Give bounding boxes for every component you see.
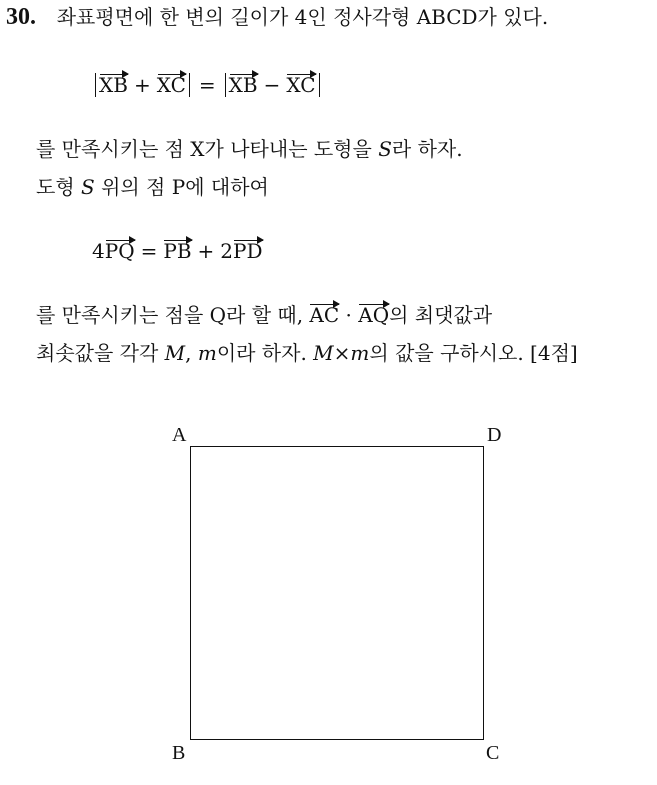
abs-bar: [95, 73, 96, 97]
vector-pb: PB: [163, 239, 192, 263]
vector-aq: AQ: [358, 303, 390, 327]
line-3-suffix: 위의 점 P에 대하여: [101, 175, 269, 199]
variable-capital-m: M: [313, 341, 334, 365]
vertex-label-c: C: [486, 742, 500, 764]
vector-xc: XC: [156, 73, 186, 97]
vector-xb: XB: [228, 73, 258, 97]
vector-pd: PD: [233, 239, 263, 263]
vector-xc: XC: [286, 73, 316, 97]
times-sign: ×: [333, 341, 351, 365]
vertex-label-d: D: [487, 424, 502, 446]
problem-line-2: [36, 136, 463, 162]
dot-product-sign: ·: [345, 303, 352, 327]
equation-2: [92, 238, 263, 264]
problem-line-3: [36, 174, 269, 200]
coefficient-2: 2: [220, 239, 234, 263]
plus-sign: +: [197, 239, 215, 263]
line-3-text: 도형: [36, 175, 75, 199]
abs-bar: [319, 73, 320, 97]
vector-pq: PQ: [104, 239, 135, 263]
variable-s: S: [81, 175, 95, 199]
vertex-label-a: A: [172, 424, 187, 446]
plus-sign: +: [133, 73, 151, 97]
vector-ac: AC: [309, 303, 340, 327]
minus-sign: −: [263, 73, 281, 97]
variable-capital-m: M: [164, 341, 186, 365]
line-4-suffix: 의 최댓값과: [389, 303, 493, 327]
vertex-label-b: B: [172, 742, 186, 764]
equals-sign: =: [198, 73, 216, 97]
variable-s: S: [378, 137, 392, 161]
coefficient-4: 4: [92, 239, 105, 263]
line-5-suffix: 의 값을 구하시오. [4점]: [369, 341, 578, 365]
problem-number: 30.: [6, 4, 36, 30]
square-abcd: [190, 446, 484, 740]
problem-line-4: [36, 302, 492, 328]
equals-sign: =: [140, 239, 158, 263]
variable-small-m: m: [350, 341, 370, 365]
problem-header: [6, 4, 548, 30]
vector-xb: XB: [99, 73, 128, 97]
equation-1: [92, 72, 323, 98]
comma: ,: [185, 341, 192, 365]
line-2-suffix: 라 하자.: [391, 137, 463, 161]
line-5-text: 최솟값을 각각: [36, 341, 159, 365]
variable-small-m: m: [197, 341, 217, 365]
abs-bar: [225, 73, 226, 97]
line-2-text: 를 만족시키는 점 X가 나타내는 도형을: [36, 137, 372, 161]
line-4-text: 를 만족시키는 점을 Q라 할 때,: [36, 303, 304, 327]
problem-line-5: [36, 340, 578, 366]
problem-line-1: 좌표평면에 한 변의 길이가 4인 정사각형 ABCD가 있다.: [56, 5, 549, 29]
line-5-mid: 이라 하자.: [216, 341, 307, 365]
abs-bar: [189, 73, 190, 97]
